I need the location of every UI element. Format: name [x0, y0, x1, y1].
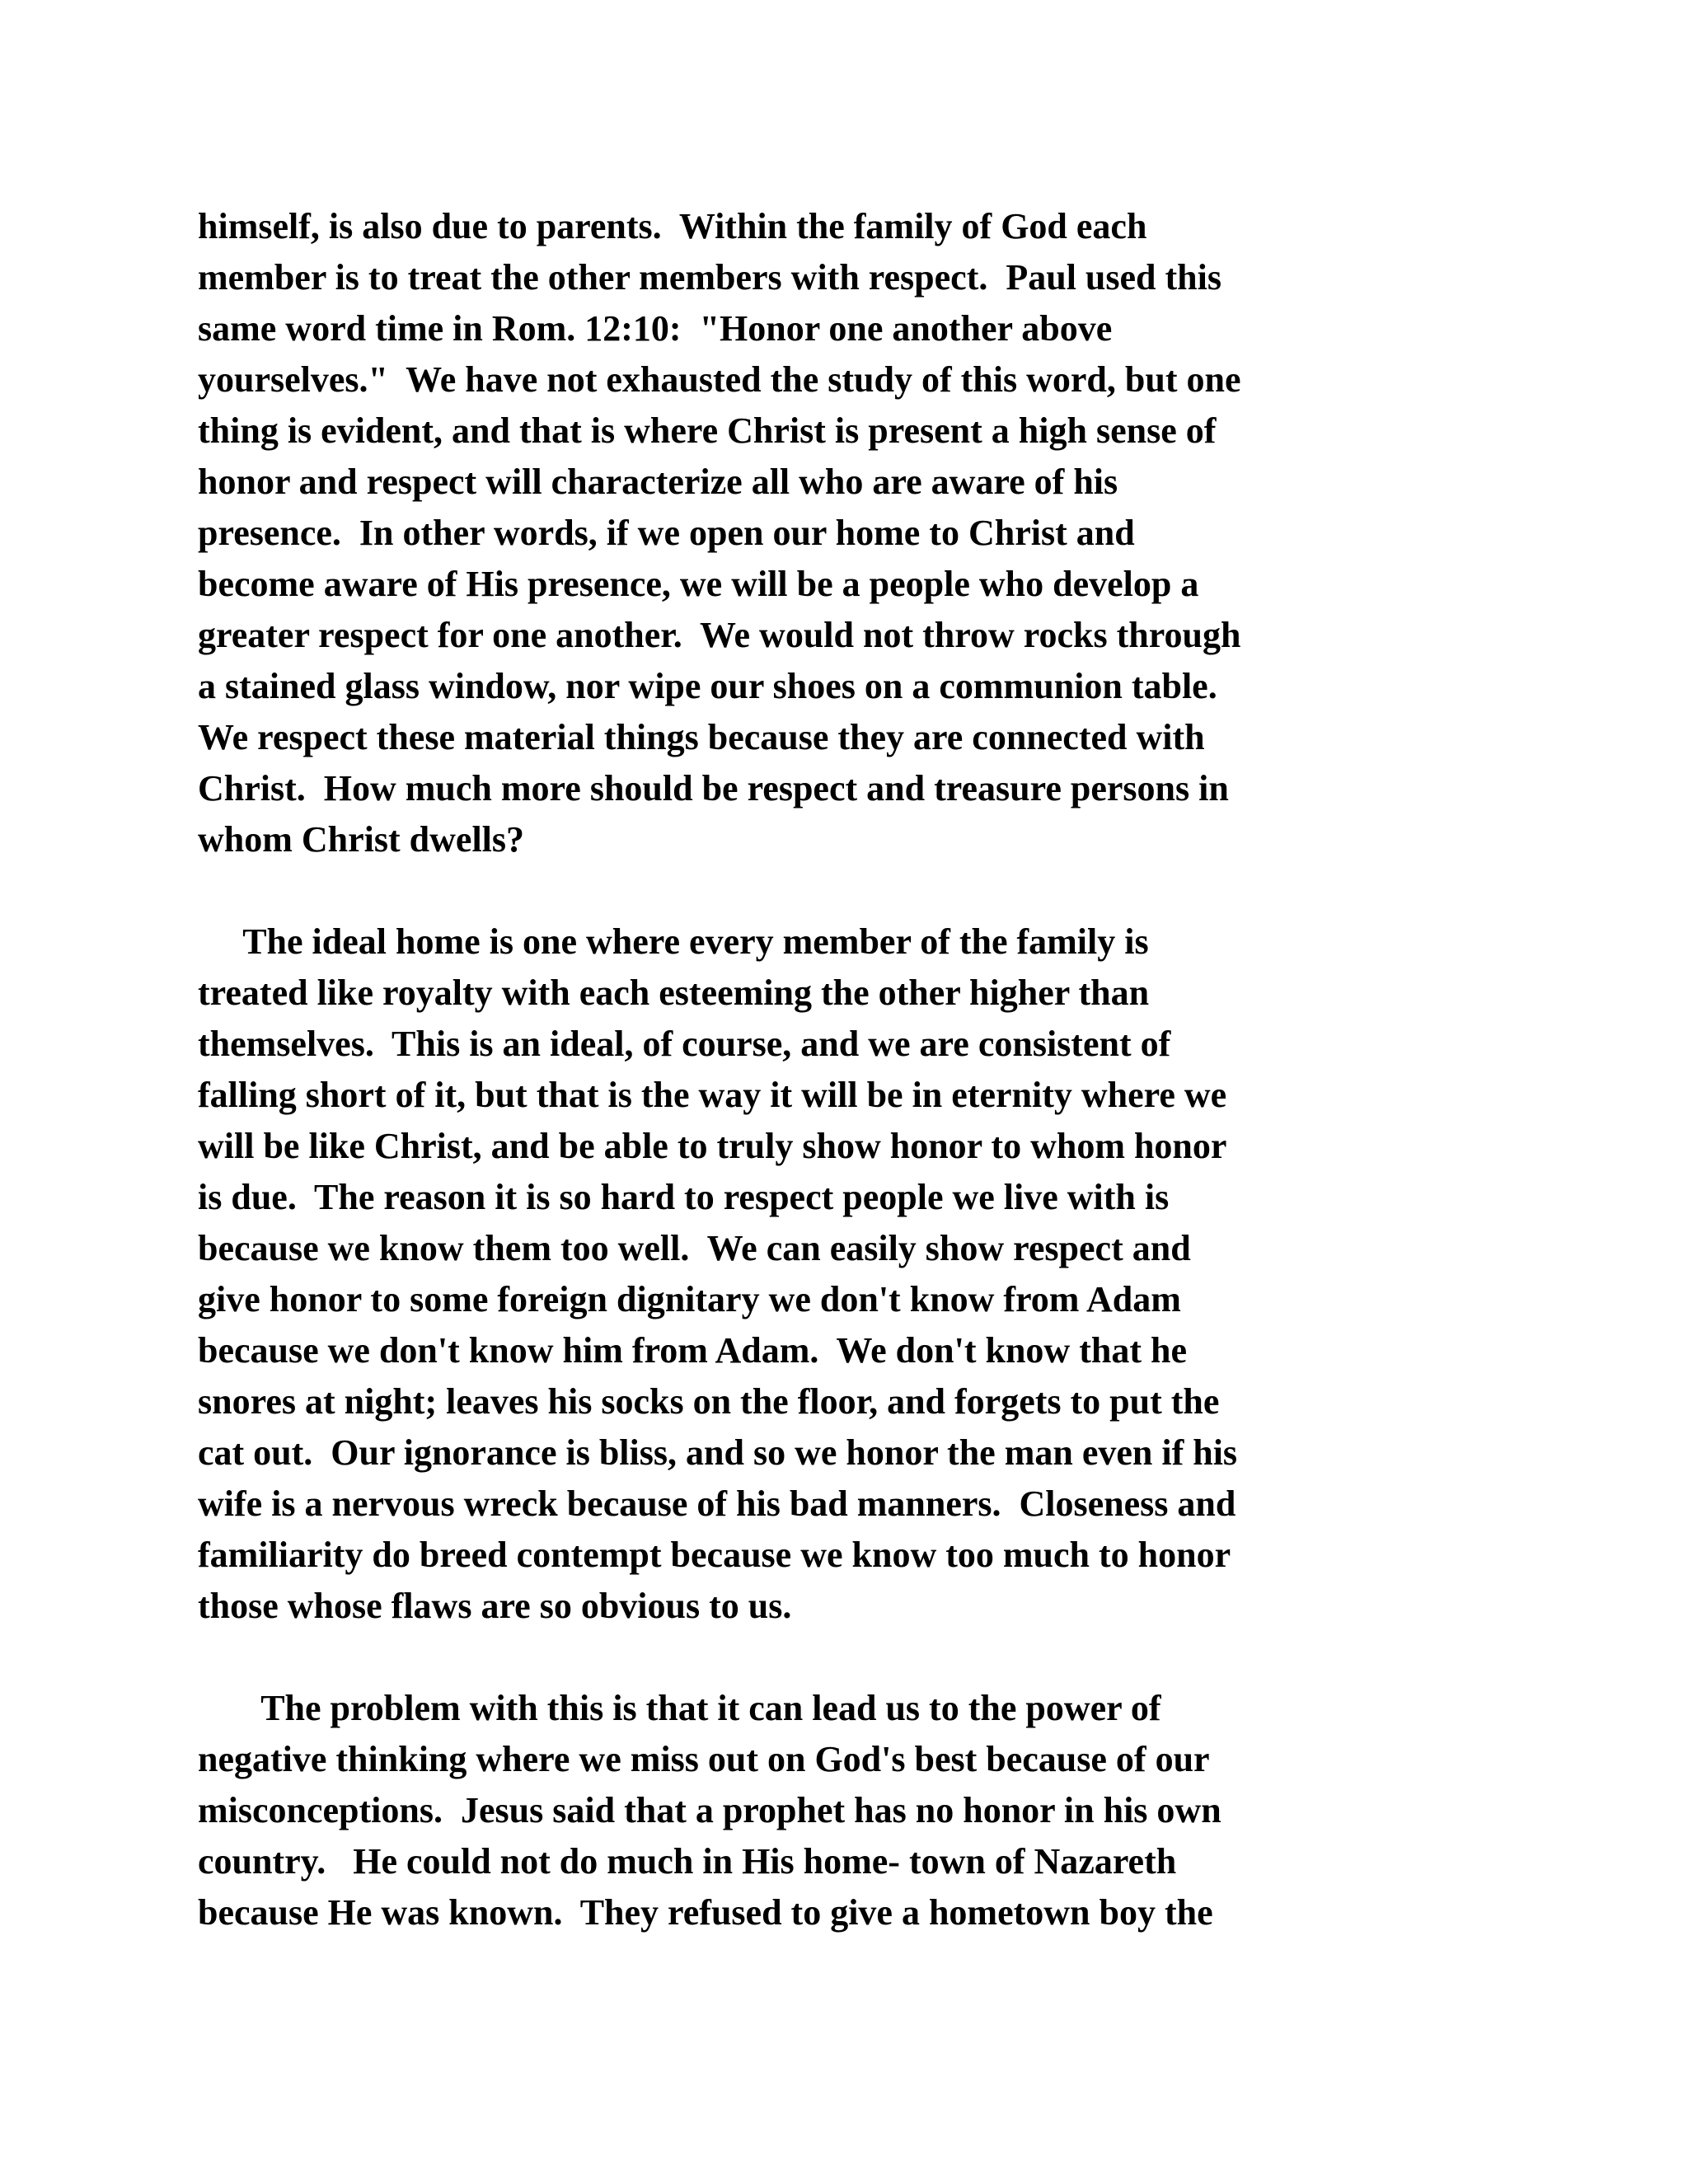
text-line: The problem with this is that it can lead us to the power of	[198, 1688, 1161, 1728]
text-line: falling short of it, but that is the way it will be in eternity where we	[198, 1075, 1227, 1115]
text-line: those whose flaws are so obvious to us.	[198, 1586, 792, 1626]
text-line: because we don't know him from Adam. We don't know that he	[198, 1330, 1187, 1371]
text-line: same word time in Rom. 12:10: "Honor one another above	[198, 308, 1113, 349]
text-line: We respect these material things because they are connected with	[198, 717, 1205, 757]
text-line: because He was known. They refused to give a hometown boy the	[198, 1892, 1213, 1933]
text-line: themselves. This is an ideal, of course, and we are consistent of	[198, 1024, 1171, 1064]
text-line: is due. The reason it is so hard to respect people we live with is	[198, 1177, 1170, 1217]
text-line: The ideal home is one where every member of the family is	[198, 921, 1149, 962]
text-line: presence. In other words, if we open our home to Christ and	[198, 513, 1135, 553]
text-line: whom Christ dwells?	[198, 819, 525, 860]
text-line: will be like Christ, and be able to truly show honor to whom honor	[198, 1126, 1227, 1166]
text-line: misconceptions. Jesus said that a prophet has no honor in his own	[198, 1790, 1221, 1830]
text-line: negative thinking where we miss out on God's best because of our	[198, 1739, 1210, 1779]
text-line: honor and respect will characterize all who are aware of his	[198, 462, 1118, 502]
text-line: give honor to some foreign dignitary we don't know from Adam	[198, 1279, 1181, 1319]
text-line: snores at night; leaves his socks on the floor, and forgets to put the	[198, 1381, 1220, 1422]
text-line: country. He could not do much in His home- town of Nazareth	[198, 1841, 1177, 1882]
text-line: Christ. How much more should be respect and treasure persons in	[198, 768, 1229, 808]
text-line: thing is evident, and that is where Christ is present a high sense of	[198, 410, 1217, 451]
text-line: become aware of His presence, we will be a people who develop a	[198, 564, 1199, 604]
text-line: member is to treat the other members with respect. Paul used this	[198, 257, 1221, 298]
text-line: because we know them too well. We can easily show respect and	[198, 1228, 1191, 1268]
text-line: a stained glass window, nor wipe our shoes on a communion table.	[198, 666, 1217, 706]
text-line: yourselves." We have not exhausted the study of this word, but one	[198, 359, 1241, 400]
text-line: greater respect for one another. We would not throw rocks through	[198, 615, 1241, 655]
text-line: cat out. Our ignorance is bliss, and so we honor the man even if his	[198, 1432, 1238, 1473]
text-line: himself, is also due to parents. Within the family of God each	[198, 206, 1147, 246]
text-line: treated like royalty with each esteeming the other higher than	[198, 972, 1150, 1013]
text-line: wife is a nervous wreck because of his bad manners. Closeness and	[198, 1483, 1236, 1524]
text-line: familiarity do breed contempt because we know too much to honor	[198, 1535, 1231, 1575]
